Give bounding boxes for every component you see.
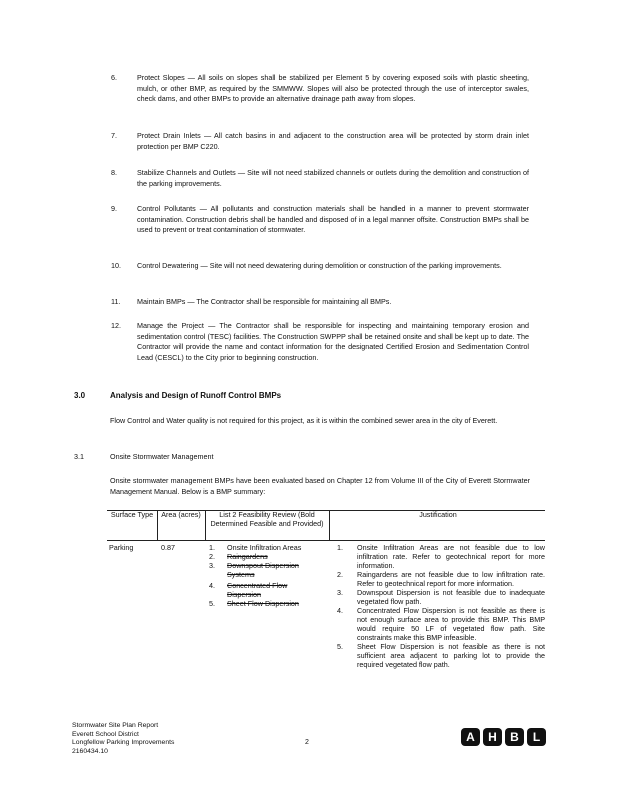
page-number: 2: [305, 739, 309, 746]
bmp-item: 5. Sheet Flow Dispersion: [209, 599, 299, 608]
justification-item: 5. Sheet Flow Dispersion is not feasible as there is not sufficient area adjacent to parking lot to provide the required vegetated flow path.: [337, 642, 545, 669]
cell-surface-type: Parking: [109, 543, 134, 552]
footer-project: Longfellow Parking Improvements: [72, 739, 175, 747]
logo-letter: B: [505, 728, 524, 746]
item-number: 10.: [111, 261, 121, 270]
section-paragraph: Flow Control and Water quality is not required for this project, as it is within the combined sewer area in the city of Everett.: [110, 416, 498, 425]
justification-item: 4. Concentrated Flow Dispersion is not feasible as there is not enough surface area to provide this BMP. This BMP would require 50 LF of vegetated flow path. Site constraints make this BMP infeasible.: [337, 606, 545, 642]
table-header-rule: [107, 540, 545, 541]
item-number: 12.: [111, 321, 121, 330]
bmp-item: 3. Downspout Dispersion Systems: [209, 561, 299, 579]
item-number: 8.: [111, 168, 117, 177]
section-title: Analysis and Design of Runoff Control BMPs: [110, 391, 282, 400]
bmp-summary-table: [107, 510, 545, 669]
item-number: 7.: [111, 131, 117, 140]
item-number: 9.: [111, 204, 117, 213]
item-text: Protect Drain Inlets — All catch basins in and adjacent to the construction area will be protected by storm drain inlet protection per BMP C220.: [137, 131, 529, 151]
justification-list: [337, 543, 545, 669]
logo-letter: L: [527, 728, 546, 746]
item-text: Control Dewatering — Site will not need dewatering during demolition or construction of the parking improvements.: [137, 261, 502, 270]
subsection-number: 3.1: [74, 452, 84, 461]
justification-item: 1. Onsite Infiltration Areas are not feasible due to low infiltration rate. Refer to geotechnical report for more information.: [337, 543, 545, 570]
footer-project-number: 2160434.10: [72, 747, 108, 755]
table-col-divider: [205, 510, 206, 540]
bmp-item: 4. Concentrated Flow Dispersion: [209, 581, 288, 599]
justification-item: 3. Downspout Dispersion is not feasible due to inadequate vegetated flow path.: [337, 588, 545, 606]
item-number: 11.: [111, 297, 121, 306]
item-text: Manage the Project — The Contractor shall be responsible for inspecting and maintaining temporary erosion and sedimentation control (TESC) facilities. The Construction SWPPP shall be retained onsite and shall be kept up to date. The Contractor will provide the name and contact information for the designated Certified Erosion and Sedimentation Control Lead (CESCL) to the City prior to beginning construction.: [137, 321, 529, 362]
item-text: Maintain BMPs — The Contractor shall be responsible for maintaining all BMPs.: [137, 297, 392, 306]
table-col-divider: [157, 510, 158, 540]
header-area: Area (acres): [161, 510, 201, 519]
footer-client: Everett School District: [72, 730, 139, 738]
table-col-divider: [329, 510, 330, 540]
header-justification: Justification: [419, 510, 457, 519]
item-text: Stabilize Channels and Outlets — Site will not need stabilized channels or outlets during the demolition and construction of the parking improvements.: [137, 168, 529, 188]
subsection-paragraph: Onsite stormwater management BMPs have been evaluated based on Chapter 12 from Volume III of the City of Everett Stormwater Management Manual. Below is a BMP summary:: [110, 476, 530, 496]
bmp-list: [209, 543, 321, 608]
logo-letter: A: [461, 728, 480, 746]
header-surface-type: Surface Type: [110, 510, 154, 519]
footer-report-title: Stormwater Site Plan Report: [72, 722, 159, 729]
footer-info: [72, 722, 174, 756]
ahbl-logo: [461, 728, 546, 746]
subsection-title: Onsite Stormwater Management: [110, 452, 214, 461]
item-text: Control Pollutants — All pollutants and construction materials shall be handled in a manner to prevent stormwater contamination. Construction debris shall be handled and disposed of in a legal manner offsite. Construction BMPs shall be used to prevent or treat contamination of stormwater.: [137, 204, 529, 234]
item-text: Protect Slopes — All soils on slopes shall be stabilized per Element 5 by covering exposed soils with plastic sheeting, mulch, or other BMP, as required by the SMMWW. Slopes will also be protected through the use of interceptor swales, check dams, and other BMPs to provide an alternative drainage path away from slopes.: [137, 73, 529, 103]
bmp-item: 1. Onsite Infiltration Areas: [209, 543, 302, 552]
bmp-item: 2. Raingardens: [209, 552, 268, 561]
cell-area: 0.87: [161, 543, 175, 552]
logo-letter: H: [483, 728, 502, 746]
justification-item: 2. Raingardens are not feasible due to low infiltration rate. Refer to geotechnical report for more information.: [337, 570, 545, 588]
section-number: 3.0: [74, 391, 86, 400]
item-number: 6.: [111, 73, 117, 82]
header-feasibility-review: List 2 Feasibility Review (Bold Determined Feasible and Provided): [210, 510, 324, 528]
